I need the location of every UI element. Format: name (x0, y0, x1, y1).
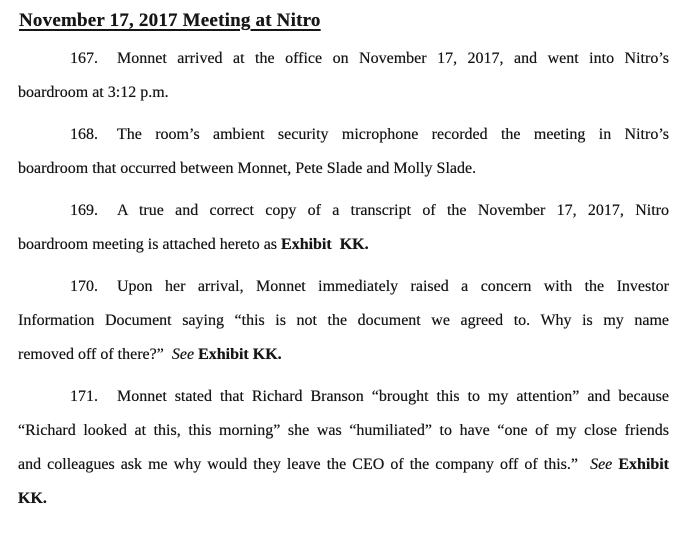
text-segment-normal: boardroom meeting is attached hereto as (18, 236, 282, 253)
text-line (18, 118, 669, 152)
text-segment-normal: Monnet stated that Richard Branson “brought this to my attention” and because (117, 388, 669, 405)
paragraph-number: 167. (70, 50, 98, 67)
paragraph (18, 42, 669, 110)
paragraph-number: 170. (70, 278, 98, 295)
text-line (18, 414, 669, 448)
text-line (18, 76, 669, 110)
text-line (18, 380, 669, 414)
paragraph (18, 194, 669, 262)
text-segment-normal: removed off of there?” (18, 346, 172, 363)
paragraph-number: 168. (70, 126, 98, 143)
text-segment-bold: Exhibit (618, 456, 669, 473)
text-segment-normal: The room’s ambient security microphone recorded the meeting in Nitro’s (117, 126, 669, 143)
paragraph (18, 270, 669, 372)
text-segment-normal: Upon her arrival, Monnet immediately raised a concern with the Investor (117, 278, 669, 295)
text-line (18, 448, 669, 482)
document-body (18, 42, 669, 516)
paragraph-number: 169. (70, 202, 98, 219)
text-line (18, 42, 669, 76)
text-segment-bold: Exhibit KK. (198, 346, 282, 363)
paragraph (18, 380, 669, 516)
paragraph (18, 118, 669, 186)
text-line (18, 304, 669, 338)
text-segment-normal: boardroom that occurred between Monnet, Pete Slade and Molly Slade. (18, 160, 477, 177)
text-segment-bold: KK. (18, 490, 47, 507)
text-segment-bold: Exhibit KK. (281, 236, 369, 253)
text-line (18, 228, 669, 262)
text-segment-normal: Monnet arrived at the office on November 17, 2017, and went into Nitro’s (117, 50, 669, 67)
text-segment-italic: See (590, 456, 619, 473)
text-segment-normal: boardroom at 3:12 p.m. (18, 84, 169, 101)
section-heading: November 17, 2017 Meeting at Nitro (19, 10, 321, 31)
text-segment-normal: A true and correct copy of a transcript of the November 17, 2017, Nitro (117, 202, 669, 219)
text-segment-italic: See (171, 346, 199, 363)
text-segment-normal: and colleagues ask me why would they leave the CEO of the company off of this.” (18, 456, 591, 473)
text-line (18, 338, 669, 372)
text-segment-normal: Information Document saying “this is not the document we agreed to. Why is my name (18, 312, 669, 329)
paragraph-number: 171. (70, 388, 98, 405)
text-segment-normal: “Richard looked at this, this morning” she was “humiliated” to have “one of my close friends (18, 422, 669, 439)
text-line (18, 194, 669, 228)
text-line (18, 270, 669, 304)
text-line (18, 152, 669, 186)
text-line (18, 482, 669, 516)
